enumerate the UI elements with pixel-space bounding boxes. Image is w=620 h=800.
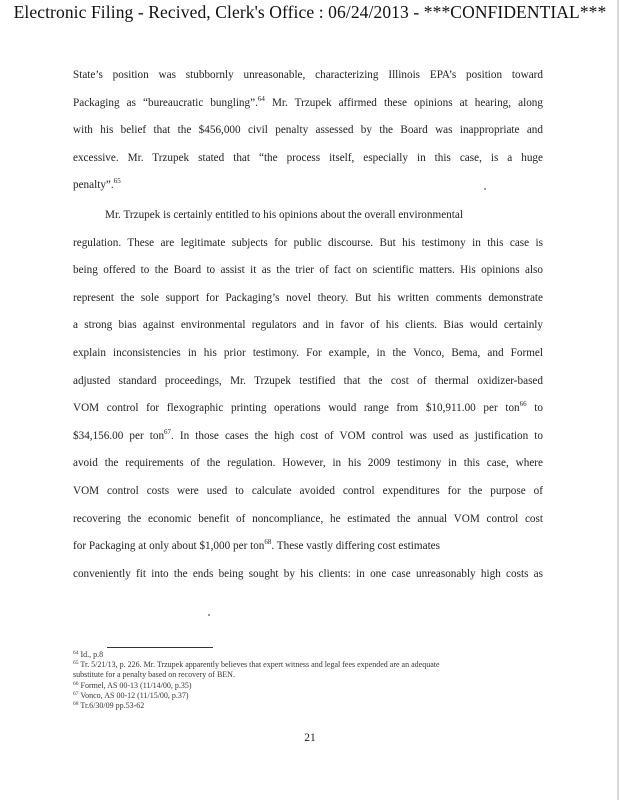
text-line: with his belief that the $456,000 civil penalty assessed by the Board was inappropriate and [73, 124, 543, 137]
text-line: penalty”.$^{65}$ [73, 177, 121, 192]
text-line: explain inconsistencies in his prior testimony. For example, in the Vonco, Bema, and Formel [73, 346, 543, 359]
footnote-66: $^{66}$ Formel, AS 00-13 (11/14/00, p.35) [73, 680, 192, 690]
footnote-65: $^{65}$ Tr. 5/21/13, p. 226. Mr. Trzupek apparently believes that expert witness and legal fees expended are an adequate [73, 660, 440, 670]
footnote-ref-64: 64 [257, 94, 265, 103]
text-line: State’s position was stubbornly unreasonable, characterizing Illinois EPA’s position toward [73, 69, 543, 81]
text-line: for Packaging at only about $1,000 per ton$^{68}$. These vastly differing cost estimates [73, 538, 440, 553]
text-line: represent the sole support for Packaging’s novel theory. But his written comments demonstrate [73, 291, 543, 304]
text-line: Mr. Trzupek is certainly entitled to his opinions about the overall environmental [105, 209, 463, 221]
footnote-65-continued: substitute for a penalty based on recovery of BEN. [73, 670, 235, 680]
text-line: avoid the requirements of the regulation. However, in his 2009 testimony in this case, where [73, 457, 543, 470]
text-line: adjusted standard proceedings, Mr. Trzupek testified that the cost of thermal oxidizer-based [73, 374, 543, 387]
footnote-ref-66: 66 [519, 400, 527, 409]
text-line: a strong bias against environmental regulators and in favor of his clients. Bias would certainly [73, 319, 543, 332]
text-line: $34,156.00 per ton$^{67}$. In those cases the high cost of VOM control was used as justification to [73, 427, 543, 442]
footnote-ref-68: 68 [264, 538, 272, 547]
paragraph-1 [73, 65, 543, 203]
footnote-divider [107, 647, 213, 648]
footnotes [73, 650, 553, 711]
text-line: regulation. These are legitimate subjects for public discourse. But his testimony in this case is [73, 236, 543, 249]
scan-edge [617, 0, 619, 800]
text-line: being offered to the Board to assist it as the trier of fact on scientific matters. His opinions also [73, 264, 543, 277]
text-line: excessive. Mr. Trzupek stated that “the process itself, especially in this case, is a huge [73, 151, 543, 164]
footnote-ref-67: 67 [164, 427, 172, 436]
scan-speck [484, 188, 486, 190]
footnote-64: $^{64}$ Id., p.8 [73, 650, 104, 659]
footnote-67: $^{67}$ Vonco, AS 00-12 (11/15/00, p.37) [73, 690, 189, 700]
text-line: Packaging as “bureaucratic bungling”.$^{64}$ Mr. Trzupek affirmed these opinions at hearing, along [73, 94, 543, 109]
scan-speck [208, 614, 210, 616]
text-line: conveniently fit into the ends being sought by his clients: in one case unreasonably high costs as [73, 567, 543, 580]
footnote-ref-65: 65 [113, 177, 121, 186]
text-line: recovering the economic benefit of noncompliance, he estimated the annual VOM control cost [73, 512, 543, 525]
text-line: VOM control costs were used to calculate avoided control expenditures for the purpose of [73, 484, 543, 497]
footnote-68: $^{68}$ Tr.6/30/09 pp.53-62 [73, 701, 145, 711]
paragraph-2 [73, 205, 543, 591]
filing-stamp-header: Electronic Filing - Recived, Clerk's Office : 06/24/2013 - ***CONFIDENTIAL*** [13, 2, 607, 22]
text-line: VOM control for flexographic printing operations would range from $10,911.00 per ton$^{66}$ to [73, 400, 544, 415]
page-number: 21 [304, 732, 316, 744]
